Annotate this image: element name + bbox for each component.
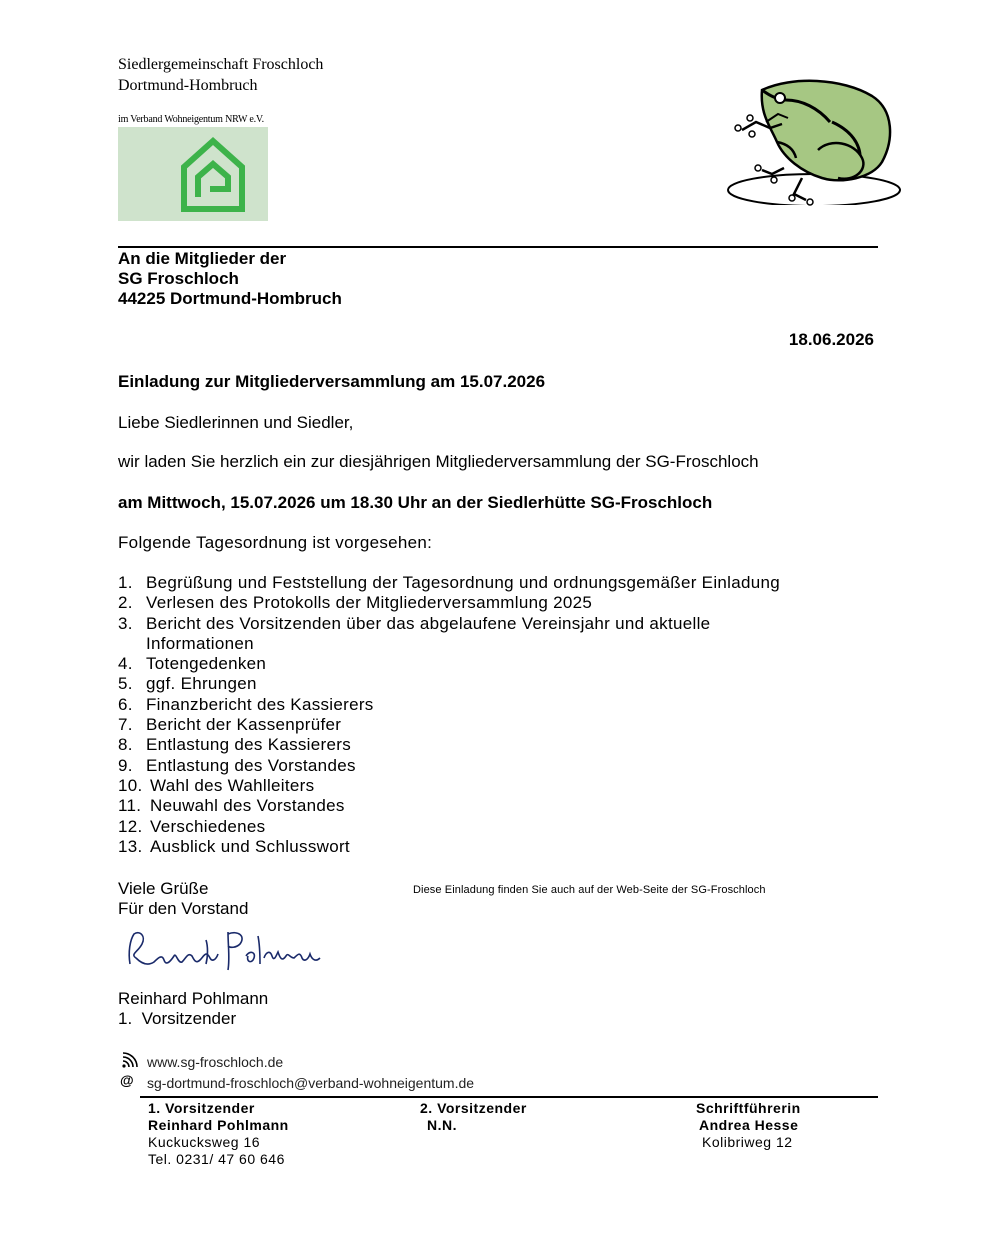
agenda-number: 12. [118,816,143,836]
agenda-text: Bericht der Kassenprüfer [146,715,342,735]
handwritten-signature [120,922,330,984]
footer-chair-phone: Tel. 0231/ 47 60 646 [148,1151,285,1167]
verband-line: im Verband Wohneigentum NRW e.V. [118,114,264,125]
agenda-item [118,614,878,655]
recipient-address [118,249,342,309]
website-note: Diese Einladung finden Sie auch auf der Web-Seite der SG-Froschloch [413,884,766,896]
agenda-number: 6. [118,694,133,714]
agenda-item [118,573,878,593]
header-divider [118,246,878,248]
agenda-item [118,593,878,613]
wifi-icon [120,1052,138,1070]
footer-vice-chair [420,1100,527,1134]
website-link[interactable]: www.sg-froschloch.de [147,1054,284,1070]
agenda-number: 3. [118,613,133,633]
intro-text: wir laden Sie herzlich ein zur diesjährigen Mitgliederversammlung der SG-Froschloch [118,452,759,471]
agenda-item [118,695,878,715]
agenda-number: 9. [118,755,133,775]
agenda-text: ggf. Ehrungen [146,674,257,694]
recipient-line-1: An die Mitglieder der [118,249,287,268]
agenda-number: 4. [118,654,133,674]
email-link[interactable]: sg-dortmund-froschloch@verband-wohneigentum.de [147,1075,475,1091]
at-sign-icon: @ [120,1072,134,1088]
salutation: Liebe Siedlerinnen und Siedler, [118,413,354,432]
agenda-text: Neuwahl des Vorstandes [150,796,345,816]
footer-secretary [696,1100,801,1151]
footer-secretary-name: Andrea Hesse [699,1117,799,1133]
house-icon [118,127,268,221]
closing-for-board: Für den Vorstand [118,899,249,918]
org-city: Dortmund-Hombruch [118,77,258,94]
footer-vice-name: N.N. [427,1117,457,1133]
agenda-item [118,715,878,735]
agenda-item [118,837,878,857]
footer-divider [140,1096,878,1098]
recipient-line-2: SG Froschloch [118,269,239,288]
org-name: Siedlergemeinschaft Froschloch [118,56,324,73]
agenda-intro: Folgende Tagesordnung ist vorgesehen: [118,533,433,552]
agenda-number: 7. [118,715,133,735]
recipient-line-3: 44225 Dortmund-Hombruch [118,289,342,308]
footer-chair-street: Kuckucksweg 16 [148,1134,261,1150]
signature-image [120,922,330,984]
letter-date: 18.06.2026 [788,330,874,349]
frog-logo [722,78,902,208]
closing-greeting: Viele Grüße [118,879,209,898]
agenda-text: Verschiedenes [150,816,266,836]
agenda-item [118,654,878,674]
agenda-number: 5. [118,674,133,694]
footer-secretary-street: Kolibriweg 12 [702,1134,793,1150]
agenda-text: Totengedenken [146,654,267,674]
agenda-text: Verlesen des Protokolls der Mitgliederversammlung 2025 [146,593,593,613]
agenda-item [118,735,878,755]
footer-secretary-title: Schriftführerin [696,1100,801,1116]
footer-vice-title: 2. Vorsitzender [420,1100,527,1116]
agenda-text: Wahl des Wahlleiters [150,775,315,795]
agenda-item [118,817,878,837]
agenda-list [118,573,878,857]
frog-icon [722,78,902,208]
agenda-number: 10. [118,775,143,795]
footer-chair-title: 1. Vorsitzender [148,1100,255,1116]
agenda-item [118,796,878,816]
agenda-item [118,674,878,694]
agenda-text: Entlastung des Vorstandes [146,755,356,775]
meeting-details: am Mittwoch, 15.07.2026 um 18.30 Uhr an der Siedlerhütte SG-Froschloch [118,493,713,512]
agenda-number: 2. [118,593,133,613]
signer-role: 1. Vorsitzender [118,1009,237,1028]
letter-subject: Einladung zur Mitgliederversammlung am 15.07.2026 [118,372,546,391]
agenda-number: 1. [118,573,133,592]
agenda-text: Bericht des Vorsitzenden über das abgelaufene Vereinsjahr und aktuelle Informationen [146,613,711,653]
agenda-item [118,756,878,776]
signer-name: Reinhard Pohlmann [118,989,269,1008]
agenda-number: 11. [118,796,142,816]
agenda-number: 13. [118,836,143,856]
agenda-text: Entlastung des Kassierers [146,735,351,755]
verband-logo [118,127,268,221]
footer-chair [148,1100,289,1168]
agenda-text: Finanzbericht des Kassierers [146,694,374,714]
agenda-number: 8. [118,735,133,755]
footer-chair-name: Reinhard Pohlmann [148,1117,289,1133]
agenda-item [118,776,878,796]
agenda-text: Ausblick und Schlusswort [150,836,350,856]
agenda-text: Begrüßung und Feststellung der Tagesordnung und ordnungsgemäßer Einladung [146,573,781,592]
